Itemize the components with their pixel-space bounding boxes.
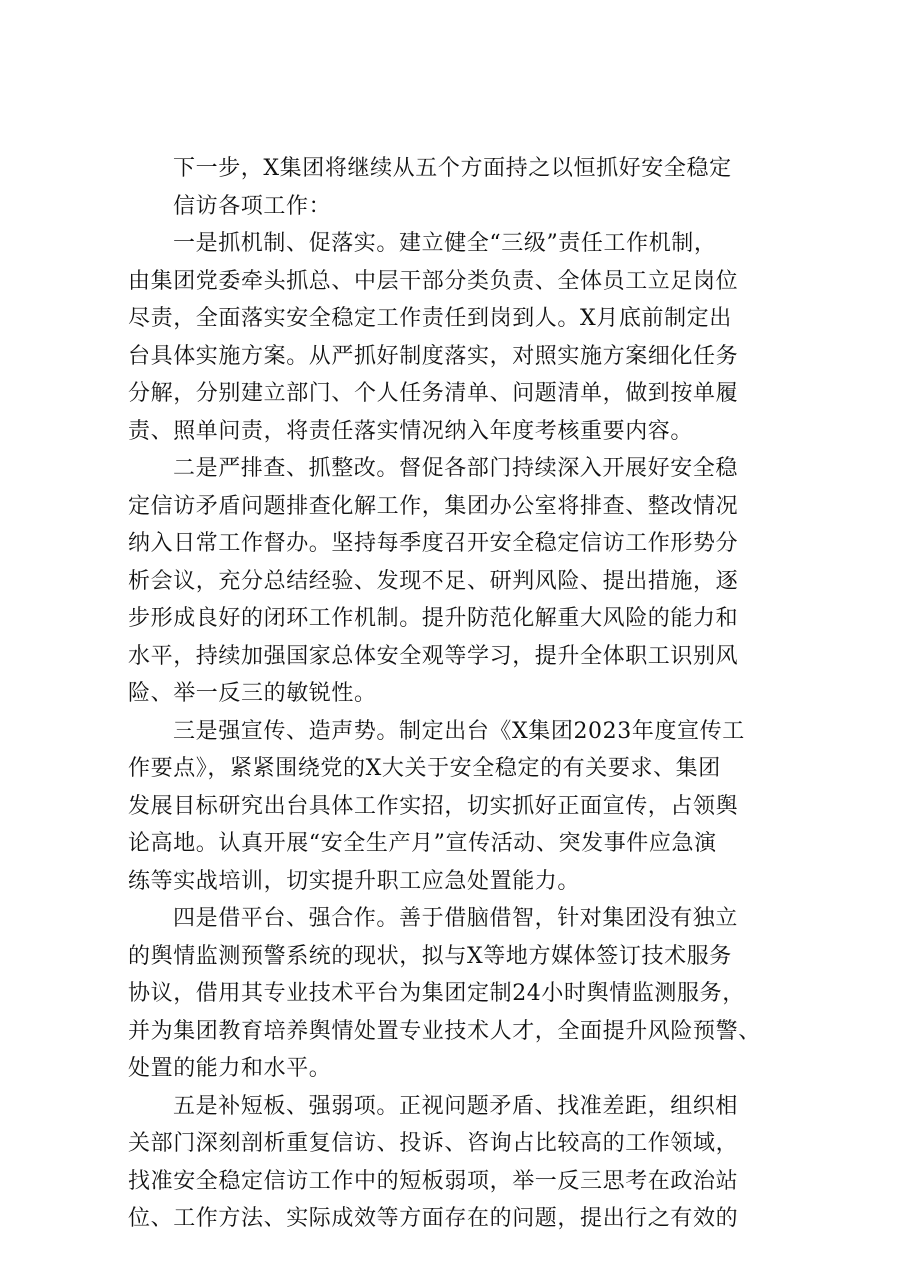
paragraph-4-line: 四是借平台、强合作。善于借脑借智，针对集团没有独立 [173, 906, 739, 931]
paragraph-3-line: 练等实战培训，切实提升职工应急处置能力。 [128, 868, 581, 894]
paragraph-5-line: 位、工作方法、实际成效等方面存在的问题，提出行之有效的 [128, 1206, 739, 1231]
paragraph-2-line: 水平，持续加强国家总体安全观等学习，提升全体职工识别风 [128, 643, 739, 669]
paragraph-3-line: 三是强宣传、造声势。制定出台《X集团2023年度宣传工 [173, 718, 745, 744]
paragraph-3-line: 发展目标研究出台具体工作实招，切实抓好正面宣传，占领舆 [128, 793, 739, 819]
paragraph-2-line: 二是严排查、抓整改。督促各部门持续深入开展好安全稳 [173, 456, 739, 481]
paragraph-1-line: 由集团党委牵头抓总、中层干部分类负责、全体员工立足岗位 [128, 268, 739, 294]
paragraph-2-line: 析会议，充分总结经验、发现不足、研判风险、提出措施，逐 [128, 568, 739, 594]
paragraph-1-line: 台具体实施方案。从严抓好制度落实，对照实施方案细化任务 [128, 343, 739, 369]
paragraph-2-line: 定信访矛盾问题排查化解工作，集团办公室将排查、整改情况 [128, 493, 739, 519]
paragraph-4-line: 处置的能力和水平。 [128, 1056, 332, 1081]
paragraph-2-line: 纳入日常工作督办。坚持每季度召开安全稳定信访工作形势分 [128, 531, 739, 556]
paragraph-3-line: 论高地。认真开展“安全生产月”宣传活动、突发事件应急演 [128, 831, 717, 856]
paragraph-2-line: 险、举一反三的敏锐性。 [128, 681, 377, 706]
paragraph-1-line: 一是抓机制、促落实。建立健全“三级”责任工作机制， [173, 231, 717, 256]
paragraph-1-line: 尽责，全面落实安全稳定工作责任到岗到人。X月底前制定出 [128, 306, 732, 331]
paragraph-4-line: 并为集团教育培养舆情处置专业技术人才，全面提升风险预警、 [128, 1018, 761, 1044]
paragraph-1-line: 分解，分别建立部门、个人任务清单、问题清单，做到按单履 [128, 381, 739, 406]
paragraph-5-line: 关部门深刻剖析重复信访、投诉、咨询占比较高的工作领域， [128, 1131, 739, 1156]
document-body [128, 150, 796, 1238]
paragraph-1-line: 责、照单问责，将责任落实情况纳入年度考核重要内容。 [128, 418, 694, 444]
paragraph-3-line: 作要点》，紧紧围绕党的X大关于安全稳定的有关要求、集团 [128, 756, 721, 781]
paragraph-2-line: 步形成良好的闭环工作机制。提升防范化解重大风险的能力和 [128, 606, 739, 631]
paragraph-4-line: 协议，借用其专业技术平台为集团定制24小时舆情监测服务， [128, 981, 745, 1006]
paragraph-intro-line: 下一步，X集团将继续从五个方面持之以恒抓好安全稳定 [173, 156, 732, 181]
paragraph-5-line: 五是补短板、强弱项。正视问题矛盾、找准差距，组织相 [173, 1093, 739, 1119]
paragraph-intro-line: 信访各项工作： [173, 193, 332, 219]
paragraph-4-line: 的舆情监测预警系统的现状，拟与X等地方媒体签订技术服务 [128, 943, 732, 969]
paragraph-5-line: 找准安全稳定信访工作中的短板弱项，举一反三思考在政治站 [128, 1168, 739, 1194]
